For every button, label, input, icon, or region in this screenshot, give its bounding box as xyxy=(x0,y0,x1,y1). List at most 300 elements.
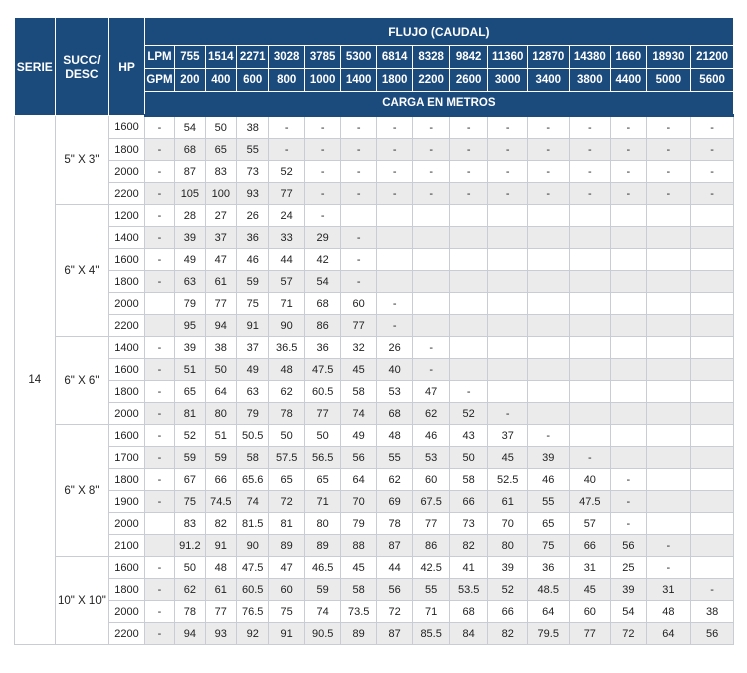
value-cell xyxy=(569,227,611,249)
value-cell: 62 xyxy=(269,381,304,403)
value-cell xyxy=(569,337,611,359)
value-cell xyxy=(376,249,413,271)
value-cell: - xyxy=(144,623,174,645)
value-cell xyxy=(527,337,569,359)
value-cell: 38 xyxy=(237,116,269,139)
value-cell: 78 xyxy=(376,513,413,535)
gpm-value: 1000 xyxy=(304,69,341,92)
value-cell: 63 xyxy=(175,271,205,293)
value-cell: 52.5 xyxy=(488,469,528,491)
value-cell xyxy=(691,535,734,557)
value-cell: 94 xyxy=(205,315,236,337)
table-row xyxy=(15,293,734,315)
hp-cell: 1800 xyxy=(109,139,144,161)
value-cell xyxy=(691,293,734,315)
hp-cell: 2000 xyxy=(109,293,144,315)
value-cell xyxy=(488,315,528,337)
value-cell: - xyxy=(341,271,376,293)
lpm-value: 2271 xyxy=(237,46,269,69)
value-cell: 49 xyxy=(175,249,205,271)
value-cell: 55 xyxy=(413,579,450,601)
value-cell: - xyxy=(611,183,646,205)
hp-cell: 2200 xyxy=(109,623,144,645)
value-cell xyxy=(646,381,691,403)
value-cell: 28 xyxy=(175,205,205,227)
value-cell: 82 xyxy=(449,535,488,557)
table-row xyxy=(15,381,734,403)
value-cell: 66 xyxy=(205,469,236,491)
value-cell: - xyxy=(144,359,174,381)
value-cell: 71 xyxy=(304,491,341,513)
hp-cell: 2100 xyxy=(109,535,144,557)
value-cell xyxy=(488,293,528,315)
hp-cell: 1700 xyxy=(109,447,144,469)
value-cell xyxy=(611,425,646,447)
value-cell: 49 xyxy=(237,359,269,381)
succ-desc-cell: 6" X 8" xyxy=(55,425,109,557)
value-cell xyxy=(413,271,450,293)
value-cell: 91.2 xyxy=(175,535,205,557)
value-cell: - xyxy=(304,183,341,205)
value-cell xyxy=(449,315,488,337)
gpm-value: 600 xyxy=(237,69,269,92)
value-cell: 50 xyxy=(205,116,236,139)
value-cell xyxy=(646,227,691,249)
value-cell: 48 xyxy=(646,601,691,623)
value-cell: 52 xyxy=(269,161,304,183)
hp-cell: 2200 xyxy=(109,315,144,337)
value-cell xyxy=(646,205,691,227)
value-cell xyxy=(488,359,528,381)
value-cell xyxy=(646,469,691,491)
value-cell: 65 xyxy=(527,513,569,535)
value-cell xyxy=(691,249,734,271)
value-cell: 87 xyxy=(175,161,205,183)
value-cell: 49 xyxy=(341,425,376,447)
hp-cell: 1800 xyxy=(109,271,144,293)
value-cell xyxy=(611,315,646,337)
value-cell: - xyxy=(413,359,450,381)
pump-performance-table xyxy=(14,17,734,645)
value-cell: - xyxy=(376,293,413,315)
value-cell: 39 xyxy=(175,337,205,359)
value-cell: 25 xyxy=(611,557,646,579)
value-cell: 81 xyxy=(175,403,205,425)
value-cell xyxy=(691,337,734,359)
value-cell xyxy=(611,403,646,425)
value-cell: - xyxy=(413,139,450,161)
lpm-value: 9842 xyxy=(449,46,488,69)
value-cell: 55 xyxy=(527,491,569,513)
table-row xyxy=(15,205,734,227)
value-cell: 89 xyxy=(304,535,341,557)
value-cell: - xyxy=(646,161,691,183)
value-cell xyxy=(611,447,646,469)
value-cell: 42 xyxy=(304,249,341,271)
value-cell: - xyxy=(376,183,413,205)
value-cell xyxy=(341,205,376,227)
table-row xyxy=(15,579,734,601)
value-cell: 37 xyxy=(237,337,269,359)
table-row xyxy=(15,139,734,161)
value-cell: 29 xyxy=(304,227,341,249)
hp-cell: 1600 xyxy=(109,557,144,579)
value-cell: 82 xyxy=(488,623,528,645)
value-cell: 39 xyxy=(488,557,528,579)
value-cell: 77 xyxy=(304,403,341,425)
value-cell xyxy=(527,227,569,249)
value-cell xyxy=(527,205,569,227)
value-cell xyxy=(569,293,611,315)
value-cell: 67 xyxy=(175,469,205,491)
value-cell xyxy=(413,227,450,249)
value-cell: 90.5 xyxy=(304,623,341,645)
table-row xyxy=(15,535,734,557)
value-cell: 47.5 xyxy=(304,359,341,381)
value-cell: 46 xyxy=(237,249,269,271)
value-cell: - xyxy=(413,183,450,205)
value-cell: 60.5 xyxy=(237,579,269,601)
value-cell: - xyxy=(488,403,528,425)
value-cell: 59 xyxy=(205,447,236,469)
value-cell: 83 xyxy=(175,513,205,535)
value-cell: 72 xyxy=(376,601,413,623)
value-cell xyxy=(646,249,691,271)
value-cell: 81 xyxy=(269,513,304,535)
value-cell: - xyxy=(304,205,341,227)
value-cell: 50 xyxy=(269,425,304,447)
value-cell: 95 xyxy=(175,315,205,337)
value-cell xyxy=(376,205,413,227)
value-cell: 50.5 xyxy=(237,425,269,447)
value-cell: 88 xyxy=(341,535,376,557)
gpm-value: 1800 xyxy=(376,69,413,92)
value-cell xyxy=(691,359,734,381)
value-cell: - xyxy=(269,139,304,161)
value-cell: 66 xyxy=(488,601,528,623)
value-cell: 24 xyxy=(269,205,304,227)
value-cell: 54 xyxy=(175,116,205,139)
table-row xyxy=(15,469,734,491)
value-cell: 47.5 xyxy=(237,557,269,579)
value-cell: - xyxy=(646,116,691,139)
value-cell: 57.5 xyxy=(269,447,304,469)
serie-cell: 14 xyxy=(15,116,56,645)
value-cell xyxy=(569,205,611,227)
value-cell: - xyxy=(304,161,341,183)
value-cell: 68 xyxy=(175,139,205,161)
lpm-value: 8328 xyxy=(413,46,450,69)
lpm-value: 1660 xyxy=(611,46,646,69)
value-cell: 89 xyxy=(269,535,304,557)
value-cell xyxy=(488,249,528,271)
value-cell: - xyxy=(449,381,488,403)
value-cell: 44 xyxy=(269,249,304,271)
value-cell xyxy=(449,271,488,293)
value-cell: 82 xyxy=(205,513,236,535)
value-cell: 81.5 xyxy=(237,513,269,535)
value-cell xyxy=(449,227,488,249)
value-cell: 51 xyxy=(175,359,205,381)
value-cell: 58 xyxy=(237,447,269,469)
value-cell: 40 xyxy=(569,469,611,491)
value-cell: 38 xyxy=(205,337,236,359)
value-cell: 39 xyxy=(527,447,569,469)
value-cell: 60 xyxy=(413,469,450,491)
value-cell xyxy=(527,381,569,403)
value-cell: 65 xyxy=(304,469,341,491)
value-cell: - xyxy=(691,139,734,161)
value-cell: 94 xyxy=(175,623,205,645)
value-cell xyxy=(691,447,734,469)
value-cell: - xyxy=(376,116,413,139)
value-cell xyxy=(488,337,528,359)
value-cell: - xyxy=(488,139,528,161)
value-cell: 52 xyxy=(488,579,528,601)
value-cell: - xyxy=(449,183,488,205)
value-cell: - xyxy=(527,116,569,139)
table-row xyxy=(15,447,734,469)
value-cell: 77 xyxy=(413,513,450,535)
value-cell: 79 xyxy=(341,513,376,535)
value-cell: 85.5 xyxy=(413,623,450,645)
value-cell: 47.5 xyxy=(569,491,611,513)
value-cell xyxy=(376,227,413,249)
value-cell: 62 xyxy=(175,579,205,601)
value-cell: 31 xyxy=(646,579,691,601)
value-cell xyxy=(144,293,174,315)
value-cell: 79 xyxy=(237,403,269,425)
value-cell: 65 xyxy=(175,381,205,403)
gpm-value: 800 xyxy=(269,69,304,92)
value-cell xyxy=(646,403,691,425)
table-row xyxy=(15,491,734,513)
value-cell: 56 xyxy=(376,579,413,601)
value-cell: 38 xyxy=(691,601,734,623)
value-cell: 58 xyxy=(341,579,376,601)
table-row xyxy=(15,359,734,381)
value-cell: - xyxy=(413,337,450,359)
lpm-value: 18930 xyxy=(646,46,691,69)
value-cell: 40 xyxy=(376,359,413,381)
value-cell xyxy=(527,359,569,381)
value-cell: 93 xyxy=(237,183,269,205)
lpm-value: 3785 xyxy=(304,46,341,69)
value-cell xyxy=(144,315,174,337)
value-cell: - xyxy=(646,535,691,557)
value-cell: 90 xyxy=(237,535,269,557)
value-cell: 46 xyxy=(527,469,569,491)
value-cell xyxy=(691,513,734,535)
value-cell: 59 xyxy=(175,447,205,469)
value-cell: 50 xyxy=(304,425,341,447)
value-cell: - xyxy=(341,227,376,249)
value-cell: 60.5 xyxy=(304,381,341,403)
table-row xyxy=(15,116,734,139)
value-cell: 47 xyxy=(413,381,450,403)
value-cell xyxy=(646,293,691,315)
value-cell: 75 xyxy=(237,293,269,315)
value-cell: 47 xyxy=(269,557,304,579)
value-cell: 71 xyxy=(269,293,304,315)
value-cell: 31 xyxy=(569,557,611,579)
value-cell: - xyxy=(527,139,569,161)
value-cell xyxy=(691,315,734,337)
table-row xyxy=(15,513,734,535)
hp-cell: 2000 xyxy=(109,601,144,623)
value-cell: 60 xyxy=(569,601,611,623)
value-cell: 80 xyxy=(205,403,236,425)
table-row xyxy=(15,315,734,337)
value-cell: 48.5 xyxy=(527,579,569,601)
lpm-value: 5300 xyxy=(341,46,376,69)
value-cell: 45 xyxy=(569,579,611,601)
value-cell xyxy=(527,249,569,271)
value-cell: 68 xyxy=(449,601,488,623)
value-cell: 105 xyxy=(175,183,205,205)
value-cell: 80 xyxy=(304,513,341,535)
value-cell xyxy=(646,491,691,513)
value-cell: 64 xyxy=(205,381,236,403)
value-cell: 46.5 xyxy=(304,557,341,579)
hp-cell: 1600 xyxy=(109,359,144,381)
value-cell xyxy=(611,359,646,381)
value-cell: 53 xyxy=(376,381,413,403)
value-cell: - xyxy=(488,161,528,183)
value-cell: 39 xyxy=(175,227,205,249)
value-cell xyxy=(449,337,488,359)
value-cell: 64 xyxy=(527,601,569,623)
value-cell: 93 xyxy=(205,623,236,645)
value-cell: - xyxy=(144,381,174,403)
value-cell: - xyxy=(376,161,413,183)
value-cell: - xyxy=(144,491,174,513)
value-cell xyxy=(527,293,569,315)
value-cell xyxy=(691,491,734,513)
hp-cell: 1800 xyxy=(109,579,144,601)
value-cell: 26 xyxy=(376,337,413,359)
value-cell: 60 xyxy=(269,579,304,601)
value-cell: - xyxy=(611,513,646,535)
value-cell xyxy=(144,535,174,557)
value-cell: 43 xyxy=(449,425,488,447)
value-cell: - xyxy=(341,161,376,183)
value-cell: - xyxy=(413,116,450,139)
value-cell xyxy=(527,403,569,425)
value-cell xyxy=(144,513,174,535)
value-cell xyxy=(691,557,734,579)
value-cell: 75 xyxy=(175,491,205,513)
value-cell: - xyxy=(144,601,174,623)
value-cell: - xyxy=(611,161,646,183)
table-row xyxy=(15,403,734,425)
value-cell: - xyxy=(144,116,174,139)
value-cell: 77 xyxy=(205,601,236,623)
value-cell: 27 xyxy=(205,205,236,227)
value-cell: 73 xyxy=(449,513,488,535)
value-cell: 91 xyxy=(269,623,304,645)
value-cell xyxy=(413,315,450,337)
value-cell: 61 xyxy=(205,579,236,601)
value-cell: 74 xyxy=(237,491,269,513)
succ-desc-cell: 6" X 6" xyxy=(55,337,109,425)
value-cell xyxy=(611,337,646,359)
table-row xyxy=(15,601,734,623)
value-cell: 56 xyxy=(611,535,646,557)
value-cell: - xyxy=(488,116,528,139)
value-cell: 73.5 xyxy=(341,601,376,623)
value-cell: 58 xyxy=(449,469,488,491)
value-cell: 65 xyxy=(269,469,304,491)
value-cell: - xyxy=(376,315,413,337)
succ-desc-header: SUCC/ DESC xyxy=(55,18,109,116)
value-cell: 59 xyxy=(237,271,269,293)
value-cell: - xyxy=(144,227,174,249)
hp-cell: 1600 xyxy=(109,249,144,271)
value-cell: 41 xyxy=(449,557,488,579)
value-cell: 80 xyxy=(488,535,528,557)
value-cell xyxy=(691,205,734,227)
gpm-value: 4400 xyxy=(611,69,646,92)
value-cell xyxy=(488,271,528,293)
value-cell: - xyxy=(646,557,691,579)
value-cell: 64 xyxy=(646,623,691,645)
flujo-header: FLUJO (CAUDAL) xyxy=(144,18,733,46)
value-cell: 66 xyxy=(569,535,611,557)
table-row xyxy=(15,271,734,293)
value-cell: 36 xyxy=(304,337,341,359)
value-cell: 50 xyxy=(449,447,488,469)
gpm-value: 2600 xyxy=(449,69,488,92)
value-cell: 45 xyxy=(341,557,376,579)
value-cell: 87 xyxy=(376,623,413,645)
value-cell: 74.5 xyxy=(205,491,236,513)
value-cell: - xyxy=(527,183,569,205)
value-cell: - xyxy=(569,139,611,161)
value-cell: - xyxy=(341,183,376,205)
value-cell: 47 xyxy=(205,249,236,271)
value-cell xyxy=(611,293,646,315)
value-cell: 36 xyxy=(237,227,269,249)
value-cell: 91 xyxy=(237,315,269,337)
hp-cell: 1800 xyxy=(109,381,144,403)
value-cell: 79 xyxy=(175,293,205,315)
value-cell: 45 xyxy=(488,447,528,469)
value-cell: 56 xyxy=(341,447,376,469)
value-cell: 56 xyxy=(691,623,734,645)
table-row xyxy=(15,425,734,447)
value-cell xyxy=(449,293,488,315)
value-cell: 58 xyxy=(341,381,376,403)
value-cell: - xyxy=(611,116,646,139)
value-cell xyxy=(449,205,488,227)
gpm-value: 1400 xyxy=(341,69,376,92)
gpm-value: 5000 xyxy=(646,69,691,92)
lpm-value: 11360 xyxy=(488,46,528,69)
value-cell: 64 xyxy=(341,469,376,491)
value-cell xyxy=(611,227,646,249)
value-cell: 60 xyxy=(341,293,376,315)
value-cell: 55 xyxy=(376,447,413,469)
value-cell: 53.5 xyxy=(449,579,488,601)
value-cell: - xyxy=(646,139,691,161)
value-cell: 72 xyxy=(611,623,646,645)
value-cell xyxy=(413,249,450,271)
value-cell xyxy=(691,381,734,403)
lpm-value: 14380 xyxy=(569,46,611,69)
value-cell xyxy=(691,271,734,293)
value-cell: 63 xyxy=(237,381,269,403)
